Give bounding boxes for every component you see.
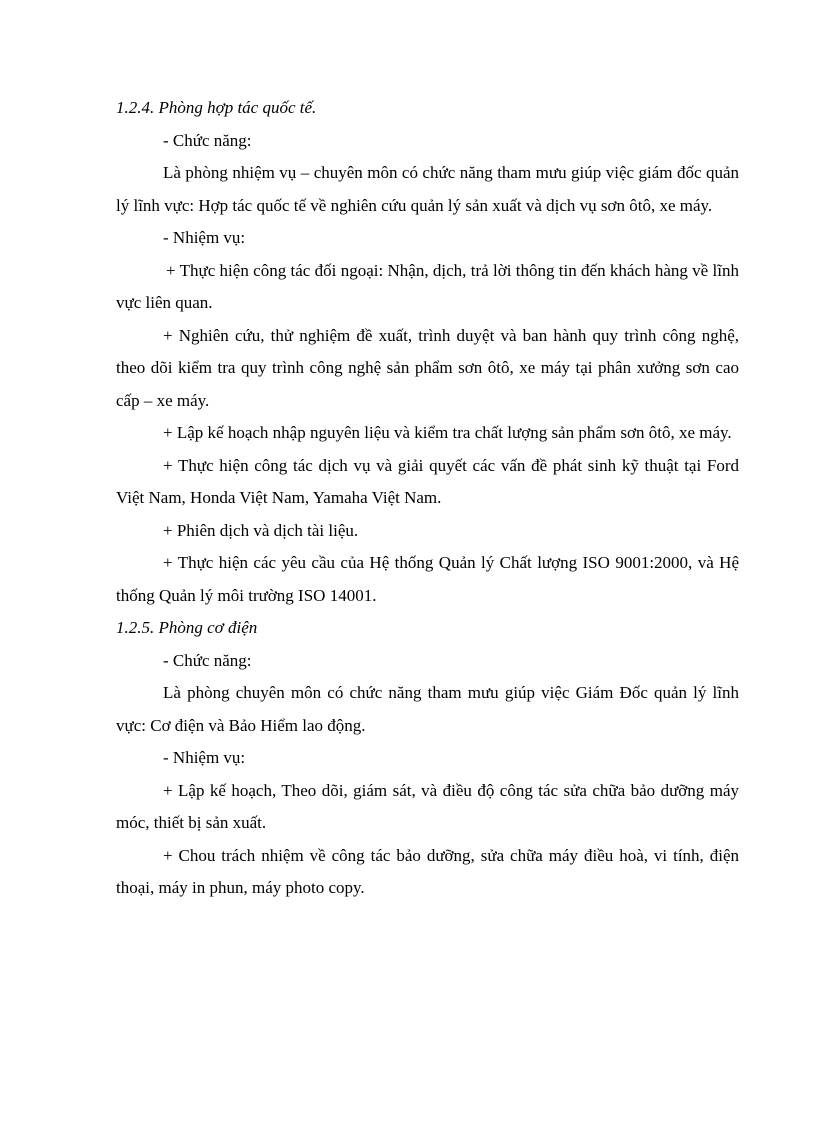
section-heading-electromechanical: 1.2.5. Phòng cơ điện — [116, 618, 258, 637]
duty-label: - Nhiệm vụ: — [163, 748, 246, 767]
duty-item: + Nghiên cứu, thử nghiệm đề xuất, trình duyệt và ban hành quy trình công nghệ, theo dõi kiểm tra quy trình công nghệ sản phẩm sơn ôtô, xe máy tại phân xưởng sơn cao cấp – xe máy. — [116, 325, 739, 410]
duty-item: + Thực hiện công tác dịch vụ và giải quyết các vấn đề phát sinh kỹ thuật tại Ford Việt Nam, Honda Việt Nam, Yamaha Việt Nam. — [116, 455, 739, 507]
function-paragraph: Là phòng nhiệm vụ – chuyên môn có chức năng tham mưu giúp việc giám đốc quản lý lĩnh vực: Hợp tác quốc tế về nghiên cứu quản lý sản xuất và dịch vụ sơn ôtô, xe máy. — [116, 163, 739, 215]
duty-item: + Chou trách nhiệm về công tác bảo dưỡng, sửa chữa máy điều hoà, vi tính, điện thoại, máy in phun, máy photo copy. — [116, 845, 739, 897]
duty-item: + Phiên dịch và dịch tài liệu. — [163, 520, 359, 540]
duty-label: - Nhiệm vụ: — [163, 228, 246, 247]
duty-item: + Thực hiện công tác đối ngoại: Nhận, dịch, trả lời thông tin đến khách hàng về lĩnh vực liên quan. — [116, 260, 739, 312]
duty-item: + Lập kế hoạch, Theo dõi, giám sát, và điều độ công tác sửa chữa bảo dưỡng máy móc, thiết bị sản xuất. — [116, 780, 739, 832]
function-label: - Chức năng: — [163, 650, 252, 670]
section-heading-international-cooperation: 1.2.4. Phòng hợp tác quốc tế. — [116, 98, 317, 117]
function-label: - Chức năng: — [163, 130, 252, 150]
duty-item: + Thực hiện các yêu cầu của Hệ thống Quản lý Chất lượng ISO 9001:2000, và Hệ thống Quản lý môi trường ISO 14001. — [116, 553, 739, 605]
function-paragraph: Là phòng chuyên môn có chức năng tham mưu giúp việc Giám Đốc quản lý lĩnh vực: Cơ điện và Bảo Hiểm lao động. — [116, 683, 739, 735]
duty-item: + Lập kế hoạch nhập nguyên liệu và kiểm tra chất lượng sản phẩm sơn ôtô, xe máy. — [163, 423, 732, 442]
document-page — [116, 92, 739, 905]
